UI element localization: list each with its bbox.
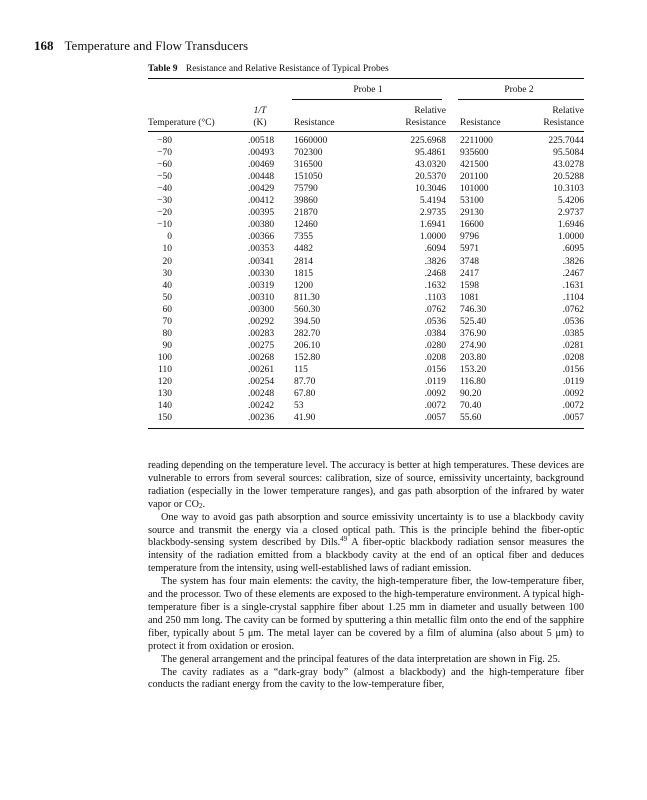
cell-relative-1: .0280 bbox=[424, 340, 446, 351]
cell-relative-2: .2467 bbox=[562, 268, 584, 279]
cell-inverse-t: .00518 bbox=[248, 136, 275, 146]
cell-relative-2: .0156 bbox=[562, 364, 584, 375]
cell-resistance-1: 1815 bbox=[294, 268, 313, 279]
cell-resistance-2: 1081 bbox=[460, 292, 479, 303]
paragraph: The system has four main elements: the cavity, the high-temperature fiber, the low-temperature fiber, and the processor. Two of these elements are exposed to the high-temperature environment. A typical high-temperature fiber is a single-crystal sapphire fiber about 1.25 mm in diameter and usually between 100 and 250 mm long. The cavity can be formed by sputtering a thin metallic film onto the end of the sapphire fiber, typically about 5 μm. The metal layer can be covered by a film of alumina (also about 5 μm) to protect it from oxidation or erosion. bbox=[148, 576, 584, 652]
cell-inverse-t: .00319 bbox=[248, 280, 275, 291]
cell-temperature: 110 bbox=[158, 364, 172, 375]
cell-relative-2: 225.7044 bbox=[548, 136, 584, 146]
cell-temperature: −20 bbox=[157, 208, 172, 219]
header-rel2-top: Relative bbox=[552, 106, 584, 116]
cell-relative-1: 43.0320 bbox=[415, 160, 446, 171]
cell-resistance-1: 152.80 bbox=[294, 352, 321, 363]
cell-inverse-t: .00469 bbox=[248, 160, 275, 171]
cell-relative-2: 2.9737 bbox=[557, 208, 584, 219]
cell-inverse-t: .00330 bbox=[248, 268, 275, 279]
cell-resistance-2: 70.40 bbox=[460, 401, 482, 412]
cell-relative-2: .0385 bbox=[562, 328, 584, 339]
cell-relative-1: .0092 bbox=[424, 389, 446, 400]
cell-relative-2: .0536 bbox=[562, 316, 584, 327]
cell-relative-1: 95.4861 bbox=[415, 148, 446, 159]
cell-relative-2: .0281 bbox=[562, 340, 584, 351]
cell-resistance-2: 53100 bbox=[460, 196, 484, 207]
cell-temperature: −40 bbox=[157, 184, 172, 195]
cell-inverse-t: .00283 bbox=[248, 328, 275, 339]
cell-resistance-1: 560.30 bbox=[294, 304, 321, 315]
cell-resistance-1: 2814 bbox=[294, 256, 313, 267]
paragraph: reading depending on the temperature level. The accuracy is better at high temperatures. These devices are vulnerable to errors from several sources: calibration, size of source, emissivity uncertainty, background radiation (especially in the lower temperature ranges), and gas path absorption of the infrared by water vapor or $CO_2$. bbox=[148, 460, 584, 510]
cell-relative-1: 1.6941 bbox=[419, 220, 446, 231]
group-probe-2: Probe 2 bbox=[504, 85, 534, 95]
cell-resistance-2: 525.40 bbox=[460, 316, 487, 327]
cell-resistance-2: 90.20 bbox=[460, 389, 482, 400]
cell-relative-1: .0536 bbox=[424, 316, 446, 327]
cell-resistance-2: 201100 bbox=[460, 172, 489, 183]
cell-resistance-1: 702300 bbox=[294, 148, 323, 159]
cell-resistance-1: 811.30 bbox=[294, 292, 320, 303]
header-rel1-bottom: Resistance bbox=[405, 118, 446, 128]
cell-resistance-1: 67.80 bbox=[294, 389, 316, 400]
cell-inverse-t: .00248 bbox=[248, 389, 275, 400]
cell-relative-1: .2468 bbox=[424, 268, 446, 279]
cell-resistance-2: 29130 bbox=[460, 208, 484, 219]
cell-resistance-1: 4482 bbox=[294, 244, 313, 255]
paragraph: The general arrangement and the principal features of the data interpretation are shown in Fig. 25. bbox=[161, 653, 561, 665]
cell-relative-1: 5.4194 bbox=[419, 196, 446, 207]
cell-inverse-t: .00236 bbox=[248, 413, 275, 424]
cell-resistance-1: 206.10 bbox=[294, 340, 321, 351]
cell-resistance-2: 5971 bbox=[460, 244, 479, 255]
cell-relative-1: .0072 bbox=[424, 401, 446, 412]
cell-relative-1: .1103 bbox=[424, 292, 446, 303]
cell-relative-1: 20.5370 bbox=[415, 172, 446, 183]
page-header bbox=[34, 38, 248, 54]
probe-1-rule bbox=[292, 99, 442, 100]
cell-relative-1: .0762 bbox=[424, 304, 446, 315]
group-probe-1: Probe 1 bbox=[353, 85, 383, 95]
cell-inverse-t: .00310 bbox=[248, 292, 275, 303]
cell-resistance-1: 12460 bbox=[294, 220, 318, 231]
cell-resistance-2: 1598 bbox=[460, 280, 479, 291]
cell-relative-2: .1631 bbox=[562, 280, 584, 291]
cell-resistance-2: 203.80 bbox=[460, 352, 487, 363]
cell-resistance-2: 153.20 bbox=[460, 364, 487, 375]
cell-relative-2: .1104 bbox=[562, 292, 584, 303]
cell-resistance-1: 1660000 bbox=[294, 136, 328, 146]
cell-inverse-t: .00366 bbox=[248, 232, 275, 243]
cell-relative-2: 5.4206 bbox=[557, 196, 584, 207]
cell-resistance-1: 21870 bbox=[294, 208, 318, 219]
cell-resistance-1: 53 bbox=[294, 401, 304, 412]
cell-temperature: 140 bbox=[157, 401, 172, 412]
cell-relative-1: .3826 bbox=[424, 256, 446, 267]
cell-temperature: 40 bbox=[162, 280, 172, 291]
header-inv-top: 1/T bbox=[253, 106, 267, 116]
cell-relative-2: .3826 bbox=[562, 256, 584, 267]
table-label: Table 9 bbox=[148, 64, 178, 74]
cell-inverse-t: .00254 bbox=[248, 377, 275, 387]
cell-relative-2: .0119 bbox=[562, 377, 584, 387]
cell-inverse-t: .00341 bbox=[248, 256, 275, 267]
cell-temperature: 20 bbox=[162, 256, 172, 267]
cell-inverse-t: .00380 bbox=[248, 220, 275, 231]
table-title: Resistance and Relative Resistance of Typical Probes bbox=[185, 64, 389, 74]
cell-relative-2: 95.5084 bbox=[553, 148, 584, 159]
header-temperature: Temperature (°C) bbox=[148, 118, 215, 128]
cell-relative-1: 1.0000 bbox=[419, 232, 446, 243]
cell-inverse-t: .00395 bbox=[248, 208, 275, 219]
cell-resistance-1: 282.70 bbox=[294, 328, 321, 339]
cell-resistance-2: 9796 bbox=[460, 232, 479, 243]
cell-relative-1: .0208 bbox=[424, 352, 446, 363]
cell-temperature: 80 bbox=[162, 328, 172, 339]
cell-temperature: −60 bbox=[157, 160, 172, 171]
cell-relative-1: .0156 bbox=[424, 364, 446, 375]
cell-resistance-2: 274.90 bbox=[460, 340, 487, 351]
cell-temperature: −10 bbox=[157, 220, 172, 231]
cell-resistance-1: 115 bbox=[294, 364, 308, 375]
cell-resistance-2: 2211000 bbox=[460, 136, 493, 146]
paragraph: One way to avoid gas path absorption and source emissivity uncertainty is to use a blackbody cavity source and transmit the energy via a closed optical path. This is the principle behind the fiber-optic blackbody-sensing system described by Dils.$^{49}$ A fiber-optic blackbody radiation sensor measures the intensity of the radiation emitted from a blackbody cavity at the end of an optical fiber and deduces temperature from the intensity, using well-established laws of radiant emission. bbox=[148, 511, 584, 575]
cell-temperature: 50 bbox=[162, 292, 172, 303]
cell-temperature: −80 bbox=[157, 136, 172, 146]
cell-resistance-1: 1200 bbox=[294, 280, 313, 291]
cell-relative-1: .6094 bbox=[424, 244, 446, 255]
header-rel1-top: Relative bbox=[414, 106, 446, 116]
cell-resistance-1: 87.70 bbox=[294, 377, 316, 387]
cell-inverse-t: .00493 bbox=[248, 148, 275, 159]
cell-relative-2: 20.5288 bbox=[553, 172, 584, 183]
cell-temperature: 150 bbox=[157, 413, 172, 424]
cell-relative-2: 10.3103 bbox=[553, 184, 584, 195]
paragraph: The cavity radiates as a “dark-gray body” (almost a blackbody) and the high-temperature fiber conducts the radiant energy from the cavity to the low-temperature fiber, bbox=[148, 666, 584, 691]
probe-2-rule bbox=[458, 99, 584, 100]
cell-inverse-t: .00429 bbox=[248, 184, 275, 195]
cell-relative-2: 1.0000 bbox=[557, 232, 584, 243]
cell-inverse-t: .00268 bbox=[248, 352, 275, 363]
cell-relative-1: 225.6968 bbox=[410, 136, 446, 146]
cell-resistance-1: 75790 bbox=[294, 184, 318, 195]
cell-temperature: −30 bbox=[157, 196, 172, 207]
cell-temperature: 30 bbox=[162, 268, 172, 279]
cell-temperature: 60 bbox=[162, 304, 172, 315]
header-resistance-2: Resistance bbox=[460, 118, 501, 128]
running-title: Temperature and Flow Transducers bbox=[64, 38, 249, 53]
cell-temperature: 120 bbox=[157, 377, 172, 387]
cell-inverse-t: .00275 bbox=[248, 340, 275, 351]
cell-temperature: 130 bbox=[157, 389, 172, 400]
cell-relative-2: .0057 bbox=[562, 413, 584, 424]
header-resistance-1: Resistance bbox=[294, 118, 335, 128]
cell-relative-1: .1632 bbox=[424, 280, 446, 291]
cell-relative-2: .0072 bbox=[562, 401, 584, 412]
cell-resistance-2: 16600 bbox=[460, 220, 484, 231]
cell-relative-1: 10.3046 bbox=[415, 184, 446, 195]
cell-resistance-1: 316500 bbox=[294, 160, 323, 171]
cell-relative-1: .0384 bbox=[424, 328, 446, 339]
cell-temperature: 10 bbox=[162, 244, 172, 255]
cell-resistance-1: 394.50 bbox=[294, 316, 321, 327]
cell-resistance-2: 3748 bbox=[460, 256, 479, 267]
header-inv-bottom: (K) bbox=[253, 118, 267, 128]
cell-temperature: 70 bbox=[162, 316, 172, 327]
cell-relative-2: .6095 bbox=[562, 244, 584, 255]
cell-relative-2: 1.6946 bbox=[557, 220, 584, 231]
cell-resistance-1: 151050 bbox=[294, 172, 323, 183]
table-caption bbox=[148, 64, 389, 74]
cell-resistance-2: 101000 bbox=[460, 184, 489, 195]
cell-temperature: −50 bbox=[157, 172, 172, 183]
cell-relative-1: 2.9735 bbox=[419, 208, 446, 219]
header-rule bbox=[148, 131, 584, 132]
cell-resistance-2: 746.30 bbox=[460, 304, 487, 315]
cell-relative-1: .0057 bbox=[424, 413, 446, 424]
cell-resistance-2: 376.90 bbox=[460, 328, 487, 339]
cell-inverse-t: .00242 bbox=[248, 401, 275, 412]
cell-relative-1: .0119 bbox=[424, 377, 446, 387]
cell-inverse-t: .00448 bbox=[248, 172, 275, 183]
cell-temperature: −70 bbox=[157, 148, 172, 159]
cell-inverse-t: .00412 bbox=[248, 196, 275, 207]
cell-resistance-2: 55.60 bbox=[460, 413, 482, 424]
cell-resistance-2: 935600 bbox=[460, 148, 489, 159]
table-bottom-rule bbox=[148, 428, 584, 429]
header-rel2-bottom: Resistance bbox=[543, 118, 584, 128]
cell-resistance-1: 41.90 bbox=[294, 413, 316, 424]
cell-temperature: 100 bbox=[157, 352, 172, 363]
cell-inverse-t: .00300 bbox=[248, 304, 275, 315]
cell-temperature: 90 bbox=[162, 340, 172, 351]
cell-resistance-1: 39860 bbox=[294, 196, 318, 207]
cell-resistance-2: 116.80 bbox=[460, 377, 486, 387]
body-text bbox=[148, 460, 584, 692]
cell-resistance-1: 7355 bbox=[294, 232, 313, 243]
cell-temperature: 0 bbox=[167, 232, 172, 243]
cell-relative-2: 43.0278 bbox=[553, 160, 584, 171]
page-number: 168 bbox=[34, 38, 54, 53]
cell-relative-2: .0092 bbox=[562, 389, 584, 400]
table-top-rule bbox=[148, 78, 584, 79]
cell-relative-2: .0762 bbox=[562, 304, 584, 315]
cell-inverse-t: .00261 bbox=[248, 364, 275, 375]
cell-relative-2: .0208 bbox=[562, 352, 584, 363]
cell-resistance-2: 421500 bbox=[460, 160, 489, 171]
cell-resistance-2: 2417 bbox=[460, 268, 479, 279]
cell-inverse-t: .00353 bbox=[248, 244, 275, 255]
cell-inverse-t: .00292 bbox=[248, 316, 275, 327]
